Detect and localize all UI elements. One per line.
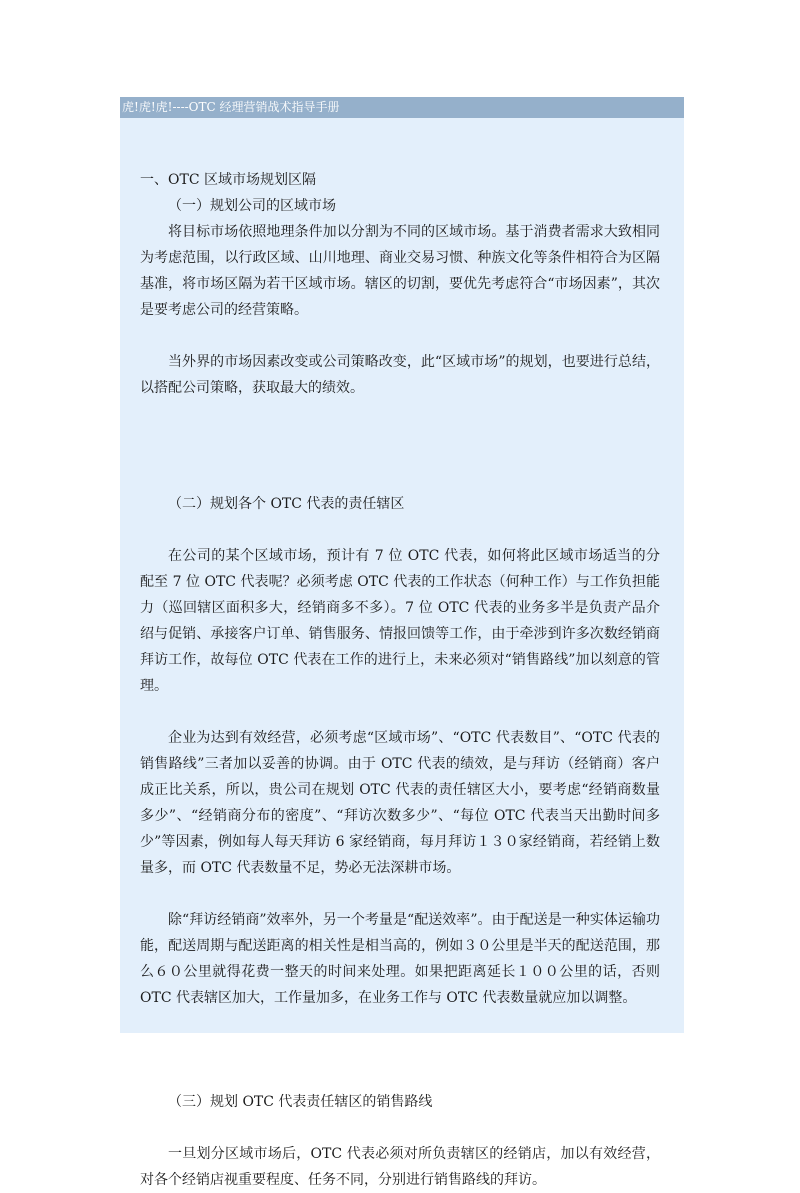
- spacer: [140, 699, 660, 725]
- paragraph: 除“拜访经销商”效率外，另一个考量是“配送效率”。由于配送是一种实体运输功能，配送周期与配送距离的相关性是相当高的，例如３０公里是半天的配送范围，那么６０公里就得花费一整天的时间来处理。如果把距离延长１００公里的话，否则 OTC 代表辖区加大，工作量加多，在业务工作与 OTC 代表数量就应加以调整。: [140, 912, 660, 1006]
- spacer: [140, 323, 660, 349]
- paragraph: 当外界的市场因素改变或公司策略改变，此“区域市场”的规划，也要进行总结，以搭配公司策略，获取最大的绩效。: [140, 354, 660, 396]
- subsection-heading-2: （二）规划各个 OTC 代表的责任辖区: [168, 496, 405, 512]
- spacer: [140, 517, 660, 543]
- document-title-bar: 虎!虎!虎!----OTC 经理营销战术指导手册: [120, 97, 684, 118]
- spacer: [140, 1115, 660, 1141]
- spacer: [140, 479, 660, 491]
- paragraph: 一旦划分区域市场后，OTC 代表必须对所负责辖区的经销店，加以有效经营，对各个经销店视重要程度、任务不同，分别进行销售路线的拜访。: [140, 1146, 660, 1188]
- paragraph: 将目标市场依照地理条件加以分割为不同的区域市场。基于消费者需求大致相同为考虑范围，以行政区域、山川地理、商业交易习惯、种族文化等条件相符合为区隔基准，将市场区隔为若干区域市场。辖区的切割，要优先考虑符合“市场因素”，其次是要考虑公司的经营策略。: [140, 224, 660, 318]
- section-heading: 一、OTC 区域市场规划区隔: [140, 172, 316, 188]
- subsection-heading-1: （一）规划公司的区域市场: [168, 198, 336, 214]
- document-panel: [120, 97, 684, 1188]
- subsection-heading-3: （三）规划 OTC 代表责任辖区的销售路线: [168, 1094, 433, 1110]
- spacer: [140, 881, 660, 907]
- paragraph: 在公司的某个区域市场，预计有 7 位 OTC 代表，如何将此区域市场适当的分配至 7 位 OTC 代表呢？必须考虑 OTC 代表的工作状态（何种工作）与工作负担能力（巡回辖区面积多大，经销商多不多）。7 位 OTC 代表的业务多半是负责产品介绍与促销、承接客户订单、销售服务、情报回馈等工作，由于牵涉到许多次数经销商拜访工作，故每位 OTC 代表在工作的进行上，未来必须对“销售路线”加以刻意的管理。: [140, 548, 660, 694]
- spacer: [140, 1011, 660, 1089]
- paragraph: 企业为达到有效经营，必须考虑“区域市场”、“OTC 代表数目”、“OTC 代表的销售路线”三者加以妥善的协调。由于 OTC 代表的绩效，是与拜访（经销商）客户成正比关系，所以，贵公司在规划 OTC 代表的责任辖区大小，要考虑“经销商数量多少”、“经销商分布的密度”、“拜访次数多少”、“每位 OTC 代表当天出勤时间多少”等因素，例如每人每天拜访 6 家经销商，每月拜访１３０家经销商，若经销上数量多，而 OTC 代表数量不足，势必无法深耕市场。: [140, 730, 660, 876]
- document-body: [140, 167, 660, 1193]
- spacer: [140, 401, 660, 479]
